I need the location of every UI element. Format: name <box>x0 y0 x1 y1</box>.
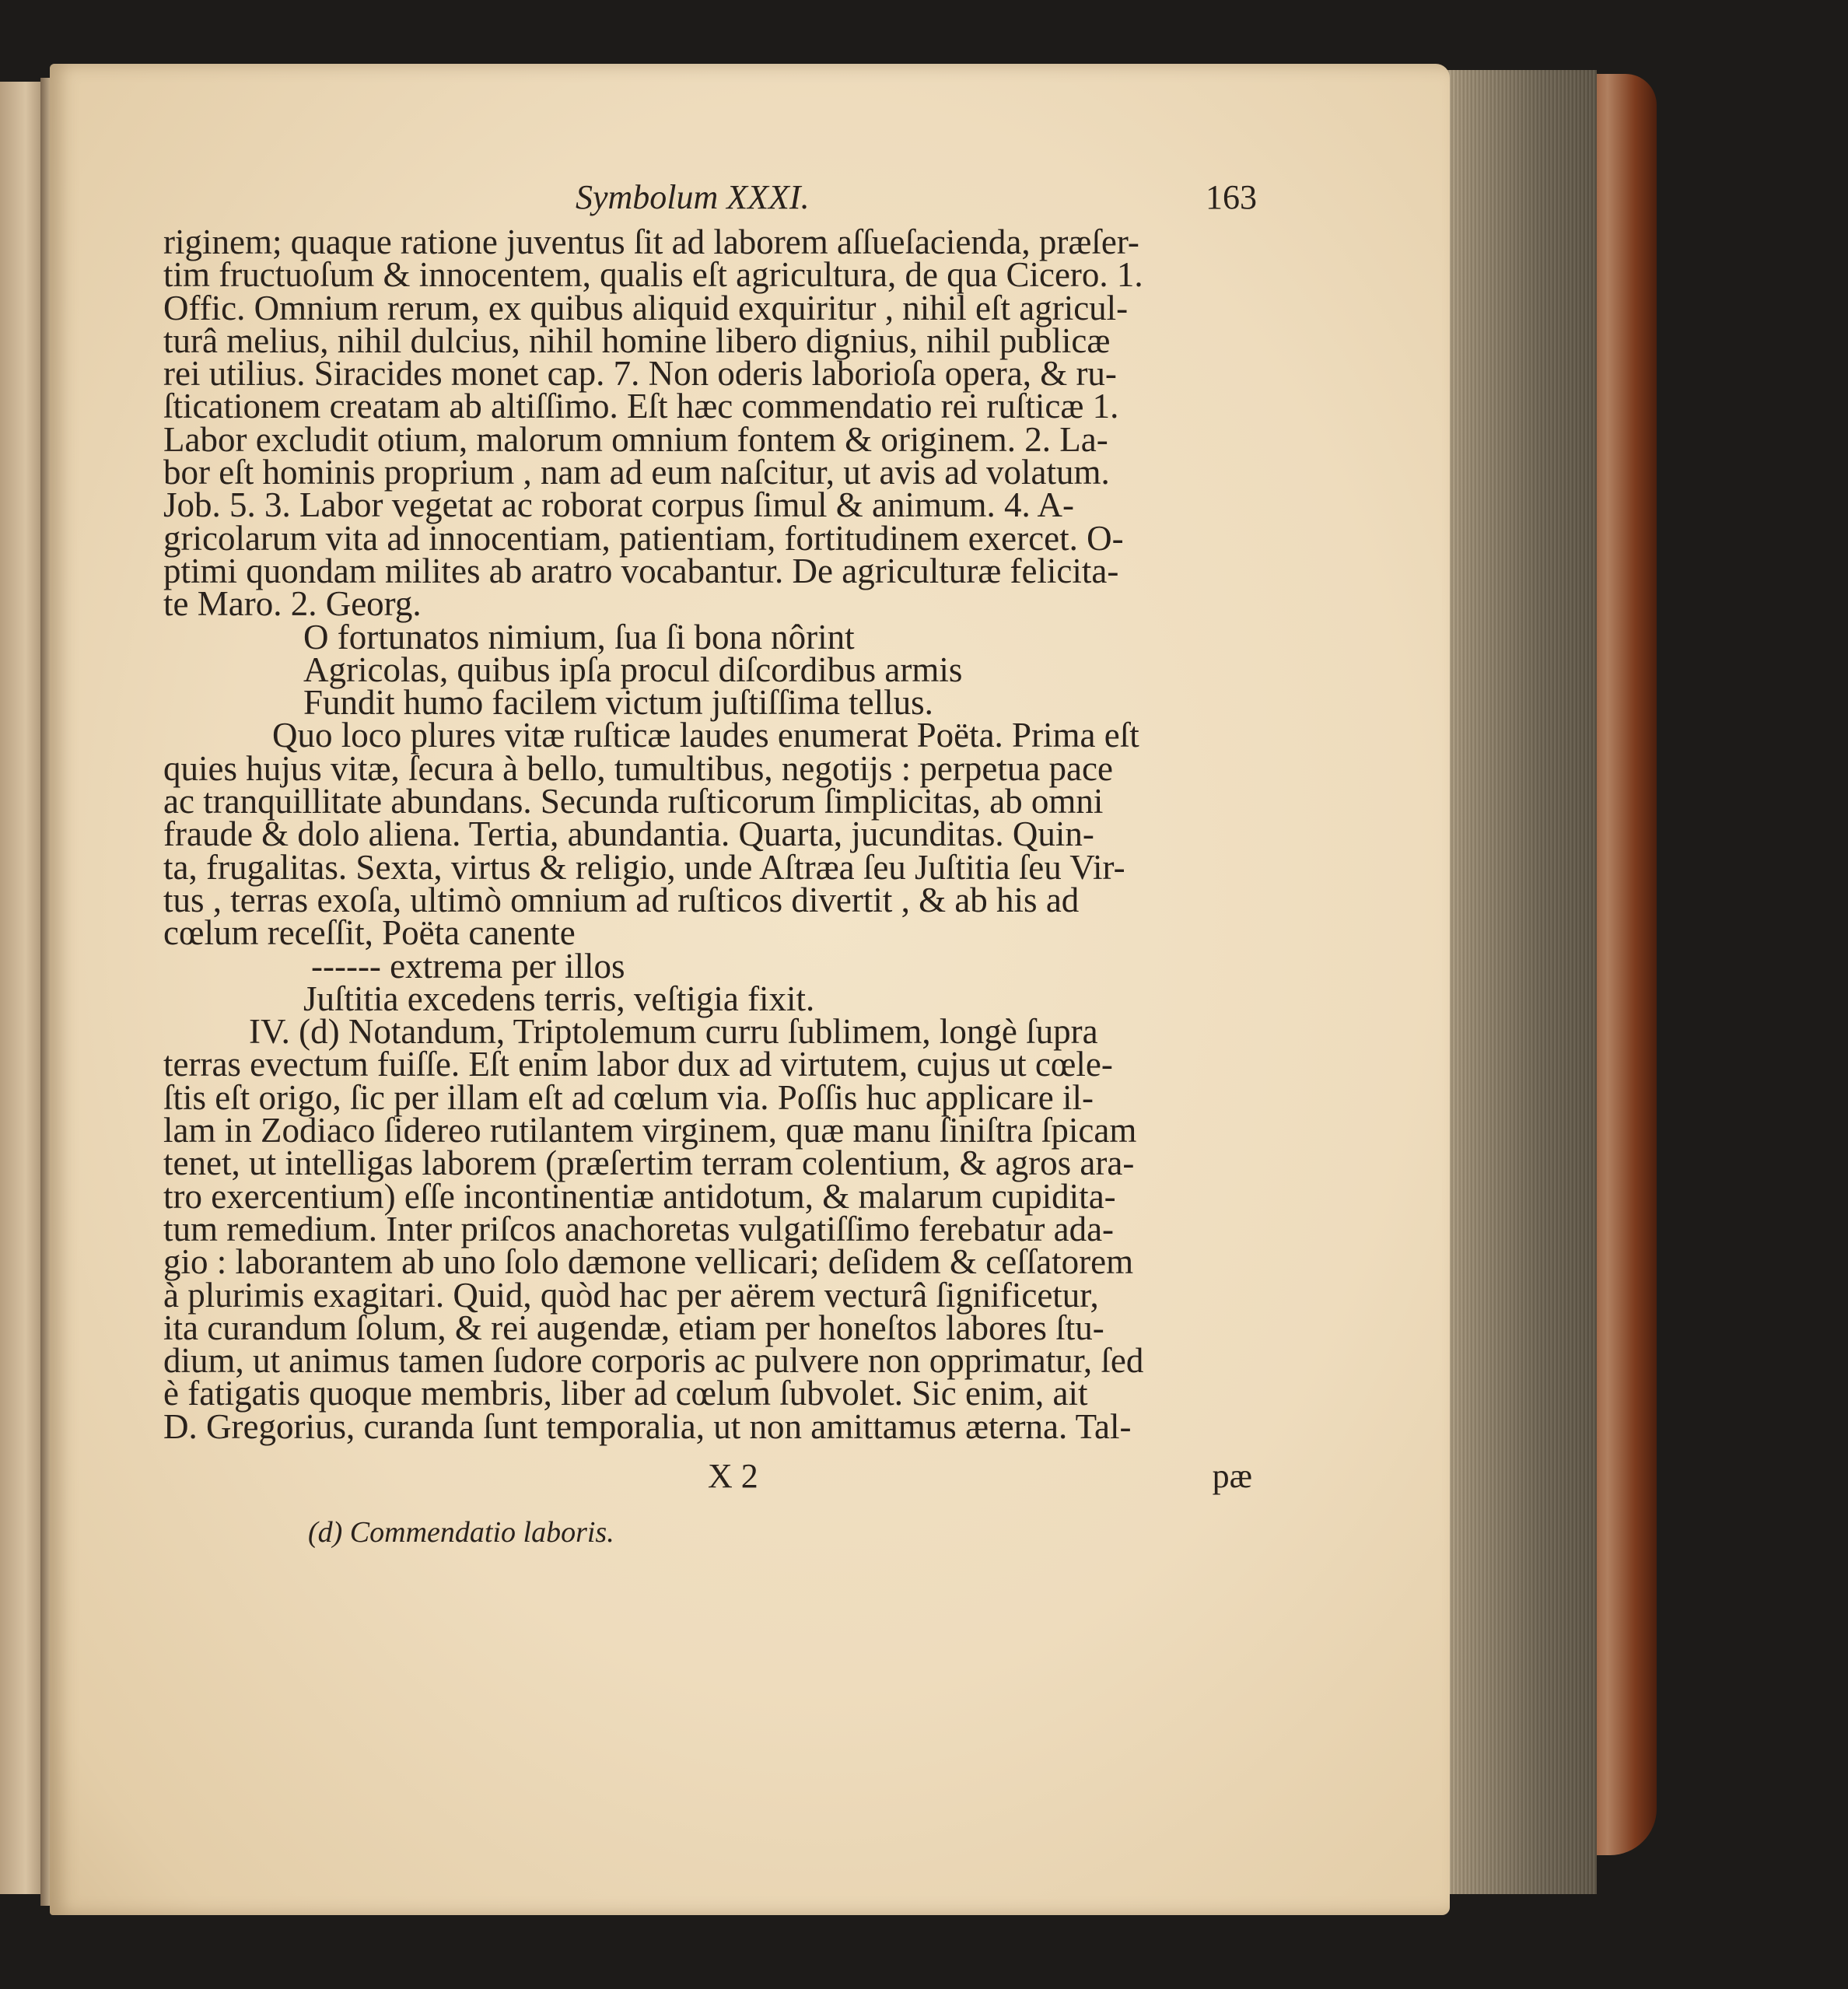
signature-mark: X 2 <box>708 1457 758 1495</box>
text-line: ſticationem creatam ab altiſſimo. Eſt hæc commendatio rei ruſticæ 1. <box>163 387 1119 426</box>
text-line: ac tranquillitate abundans. Secunda ruſticorum ſimplicitas, ab omni <box>163 782 1104 821</box>
catchword: pæ <box>1212 1457 1252 1495</box>
page-header <box>163 177 1257 216</box>
text-line: turâ melius, nihil dulcius, nihil homine libero dignius, nihil publicæ <box>163 320 1111 360</box>
text-line: tus , terras exoſa, ultimò omnium ad ruſticos divertit , & ab his ad <box>163 880 1080 919</box>
verse-line: Agricolas, quibus ipſa procul diſcordibus armis <box>303 650 963 689</box>
verse-line: O fortunatos nimium, ſua ſi bona nôrint <box>303 617 855 657</box>
page-footer <box>163 1456 1252 1494</box>
text-line: tenet, ut intelligas laborem (præſertim terram colentium, & agros ara- <box>163 1143 1135 1183</box>
text-line: Job. 5. 3. Labor vegetat ac roborat corpus ſimul & animum. 4. A- <box>163 485 1074 525</box>
text-line: tum remedium. Inter priſcos anachoretas vulgatiſſimo ferebatur ada- <box>163 1209 1115 1248</box>
footnote: (d) Commendatio laboris. <box>308 1516 614 1549</box>
text-line: fraude & dolo aliena. Tertia, abundantia. Quarta, jucunditas. Quin- <box>163 814 1094 854</box>
text-line: quies hujus vitæ, ſecura à bello, tumultibus, negotijs : perpetua pace <box>163 748 1113 788</box>
text-line: Offic. Omnium rerum, ex quibus aliquid exquiritur , nihil eſt agricul- <box>163 288 1129 327</box>
text-line: gricolarum vita ad innocentiam, patientiam, fortitudinem exercet. O- <box>163 518 1124 558</box>
text-line: te Maro. 2. Georg. <box>163 584 422 624</box>
text-line: tro exercentium) eſſe incontinentiæ antidotum, & malarum cupidita- <box>163 1176 1116 1216</box>
text-line: ſtis eſt origo, ſic per illam eſt ad cœlum via. Poſſis huc applicare il- <box>163 1077 1094 1117</box>
text-line: ptimi quondam milites ab aratro vocabantur. De agriculturæ felicita- <box>163 551 1119 590</box>
verse-line: ------ extrema per illos <box>311 946 625 986</box>
verse-line: Fundit humo facilem victum juſtiſſima tellus. <box>303 683 933 723</box>
text-line: à plurimis exagitari. Quid, quòd hac per aërem vecturâ ſignificetur, <box>163 1275 1099 1315</box>
text-line: Quo loco plures vitæ ruſticæ laudes enumerat Poëta. Prima eſt <box>272 716 1139 755</box>
page-number: 163 <box>1206 178 1257 216</box>
text-line: D. Gregorius, curanda ſunt temporalia, ut non amittamus æterna. Tal- <box>163 1406 1132 1446</box>
text-line: è fatigatis quoque membris, liber ad cœlum ſubvolet. Sic enim, ait <box>163 1374 1088 1413</box>
text-line: riginem; quaque ratione juventus ſit ad laborem aſſueſacienda, præſer- <box>163 222 1139 261</box>
text-line: IV. (d) Notandum, Triptolemum curru ſublimem, longè ſupra <box>249 1012 1098 1052</box>
text-line: dium, ut animus tamen ſudore corporis ac pulvere non opprimatur, ſed <box>163 1341 1144 1381</box>
text-line: ta, frugalitas. Sexta, virtus & religio, unde Aſtræa ſeu Juſtitia ſeu Vir- <box>163 847 1125 887</box>
text-line: tim fructuoſum & innocentem, qualis eſt agricultura, de qua Cicero. 1. <box>163 255 1143 295</box>
text-line: terras evectum fuiſſe. Eſt enim labor dux ad virtutem, cujus ut cœle- <box>163 1045 1113 1084</box>
body-text <box>163 222 1252 1446</box>
left-page-edge <box>0 82 47 1894</box>
text-line: ita curandum ſolum, & rei augendæ, etiam per honeſtos labores ſtu- <box>163 1308 1104 1347</box>
verse-line: Juſtitia excedens terris, veſtigia fixit. <box>303 979 815 1018</box>
text-line: rei utilius. Siracides monet cap. 7. Non oderis laborioſa opera, & ru- <box>163 354 1117 394</box>
text-line: bor eſt hominis proprium , nam ad eum naſcitur, ut avis ad volatum. <box>163 453 1110 492</box>
text-line: lam in Zodiaco ſidereo rutilantem virginem, quæ manu ſiniſtra ſpicam <box>163 1111 1137 1150</box>
text-line: cœlum receſſit, Poëta canente <box>163 913 576 953</box>
text-line: Labor excludit otium, malorum omnium fontem & originem. 2. La- <box>163 419 1108 459</box>
text-line: gio : laborantem ab uno ſolo dæmone vellicari; deſidem & ceſſatorem <box>163 1242 1134 1282</box>
running-title: Symbolum XXXI. <box>576 178 810 216</box>
